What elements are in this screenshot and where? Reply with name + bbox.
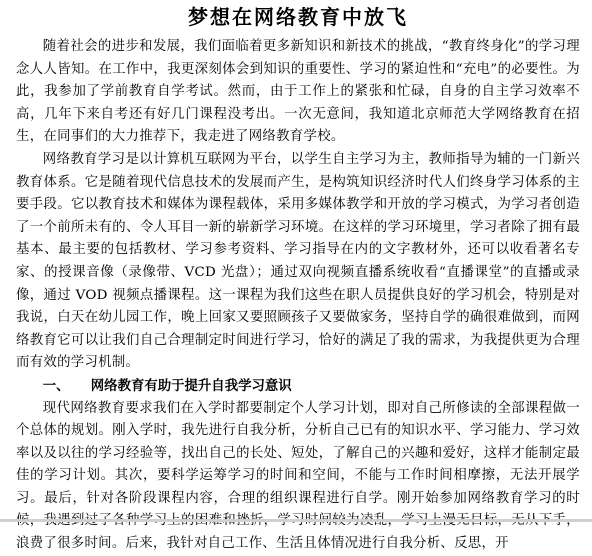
paragraph-network-education: 网络教育学习是以计算机互联网为平台，以学生自主学习为主，教师指导为辅的一门新兴教育体系。它是随着现代信息技术的发展而产生，是构筑知识经济时代人们终身学习体系的主要手段。它以教育技术和媒体为课程载体，采用多媒体教学和开放的学习模式，为学习者创造了一个前所未有的、令人耳目一新的崭新学习环境。在这样的学习环境里，学习者除了拥有最基本、最主要的包括教材、学习参考资料、学习指导在内的文字教材外，还可以收看著名专家、的授课音像（录像带、VCD 光盘）；通过双向视频直播系统收看“直播课堂”的直播或录像，通过 VOD 视频点播课程。这一课程为我们这些在职人员提供良好的学习机会，特别是对我说，白天在幼儿园工作，晚上回家又要照顾孩子又要做家务，坚持自学的确很难做到，而网络教育它可以让我们自己合理制定时间进行学习，恰好的满足了我的需求，为我提供更为合理而有效的学习机制。 [16, 151, 580, 371]
paragraph-intro: 随着社会的进步和发展，我们面临着更多新知识和新技术的挑战，“教育终身化”的学习理念人人皆知。在工作中，我更深刻体会到知识的重要性、学习的紧迫性和“充电”的必要性。为此，我参加了学前教育自学考试。然而，由于工作上的紧张和忙碌，自身的自主学习效率不高，几年下来自考还有好几门课程没考出。一次无意间，我知道北京师范大学网络教育在招生，在同事们的大力推荐下，我走进了网络教育学校。 [16, 39, 580, 145]
section-number: 一、 [42, 377, 70, 394]
paragraph-section-body: 现代网络教育要求我们在入学时都要制定个人学习计划，即对自己所修读的全部课程做一个总体的规划。刚入学时，我先进行自我分析，分析自己已有的知识水平、学习能力、学习效率以及以往的学习经验等，找出自己的长处、短处，了解自己的兴趣和爱好，这样才能制定最佳的学习计划。其次，要科学运筹学习的时间和空间，不能与工作时间相摩擦，无法开展学习。最后，针对各阶段课程内容，合理的组织课程进行自学。刚开始参加网络教育学习的时 浪费了很多时间。后来，我针对自己工作、生活且体情况进行自我分析、反思，开 [16, 400, 580, 552]
document-title: 梦想在网络教育中放飞 [188, 5, 408, 29]
section-heading-text: 网络教育有助于提升自我学习意识 [90, 377, 292, 394]
section-heading [16, 375, 580, 398]
